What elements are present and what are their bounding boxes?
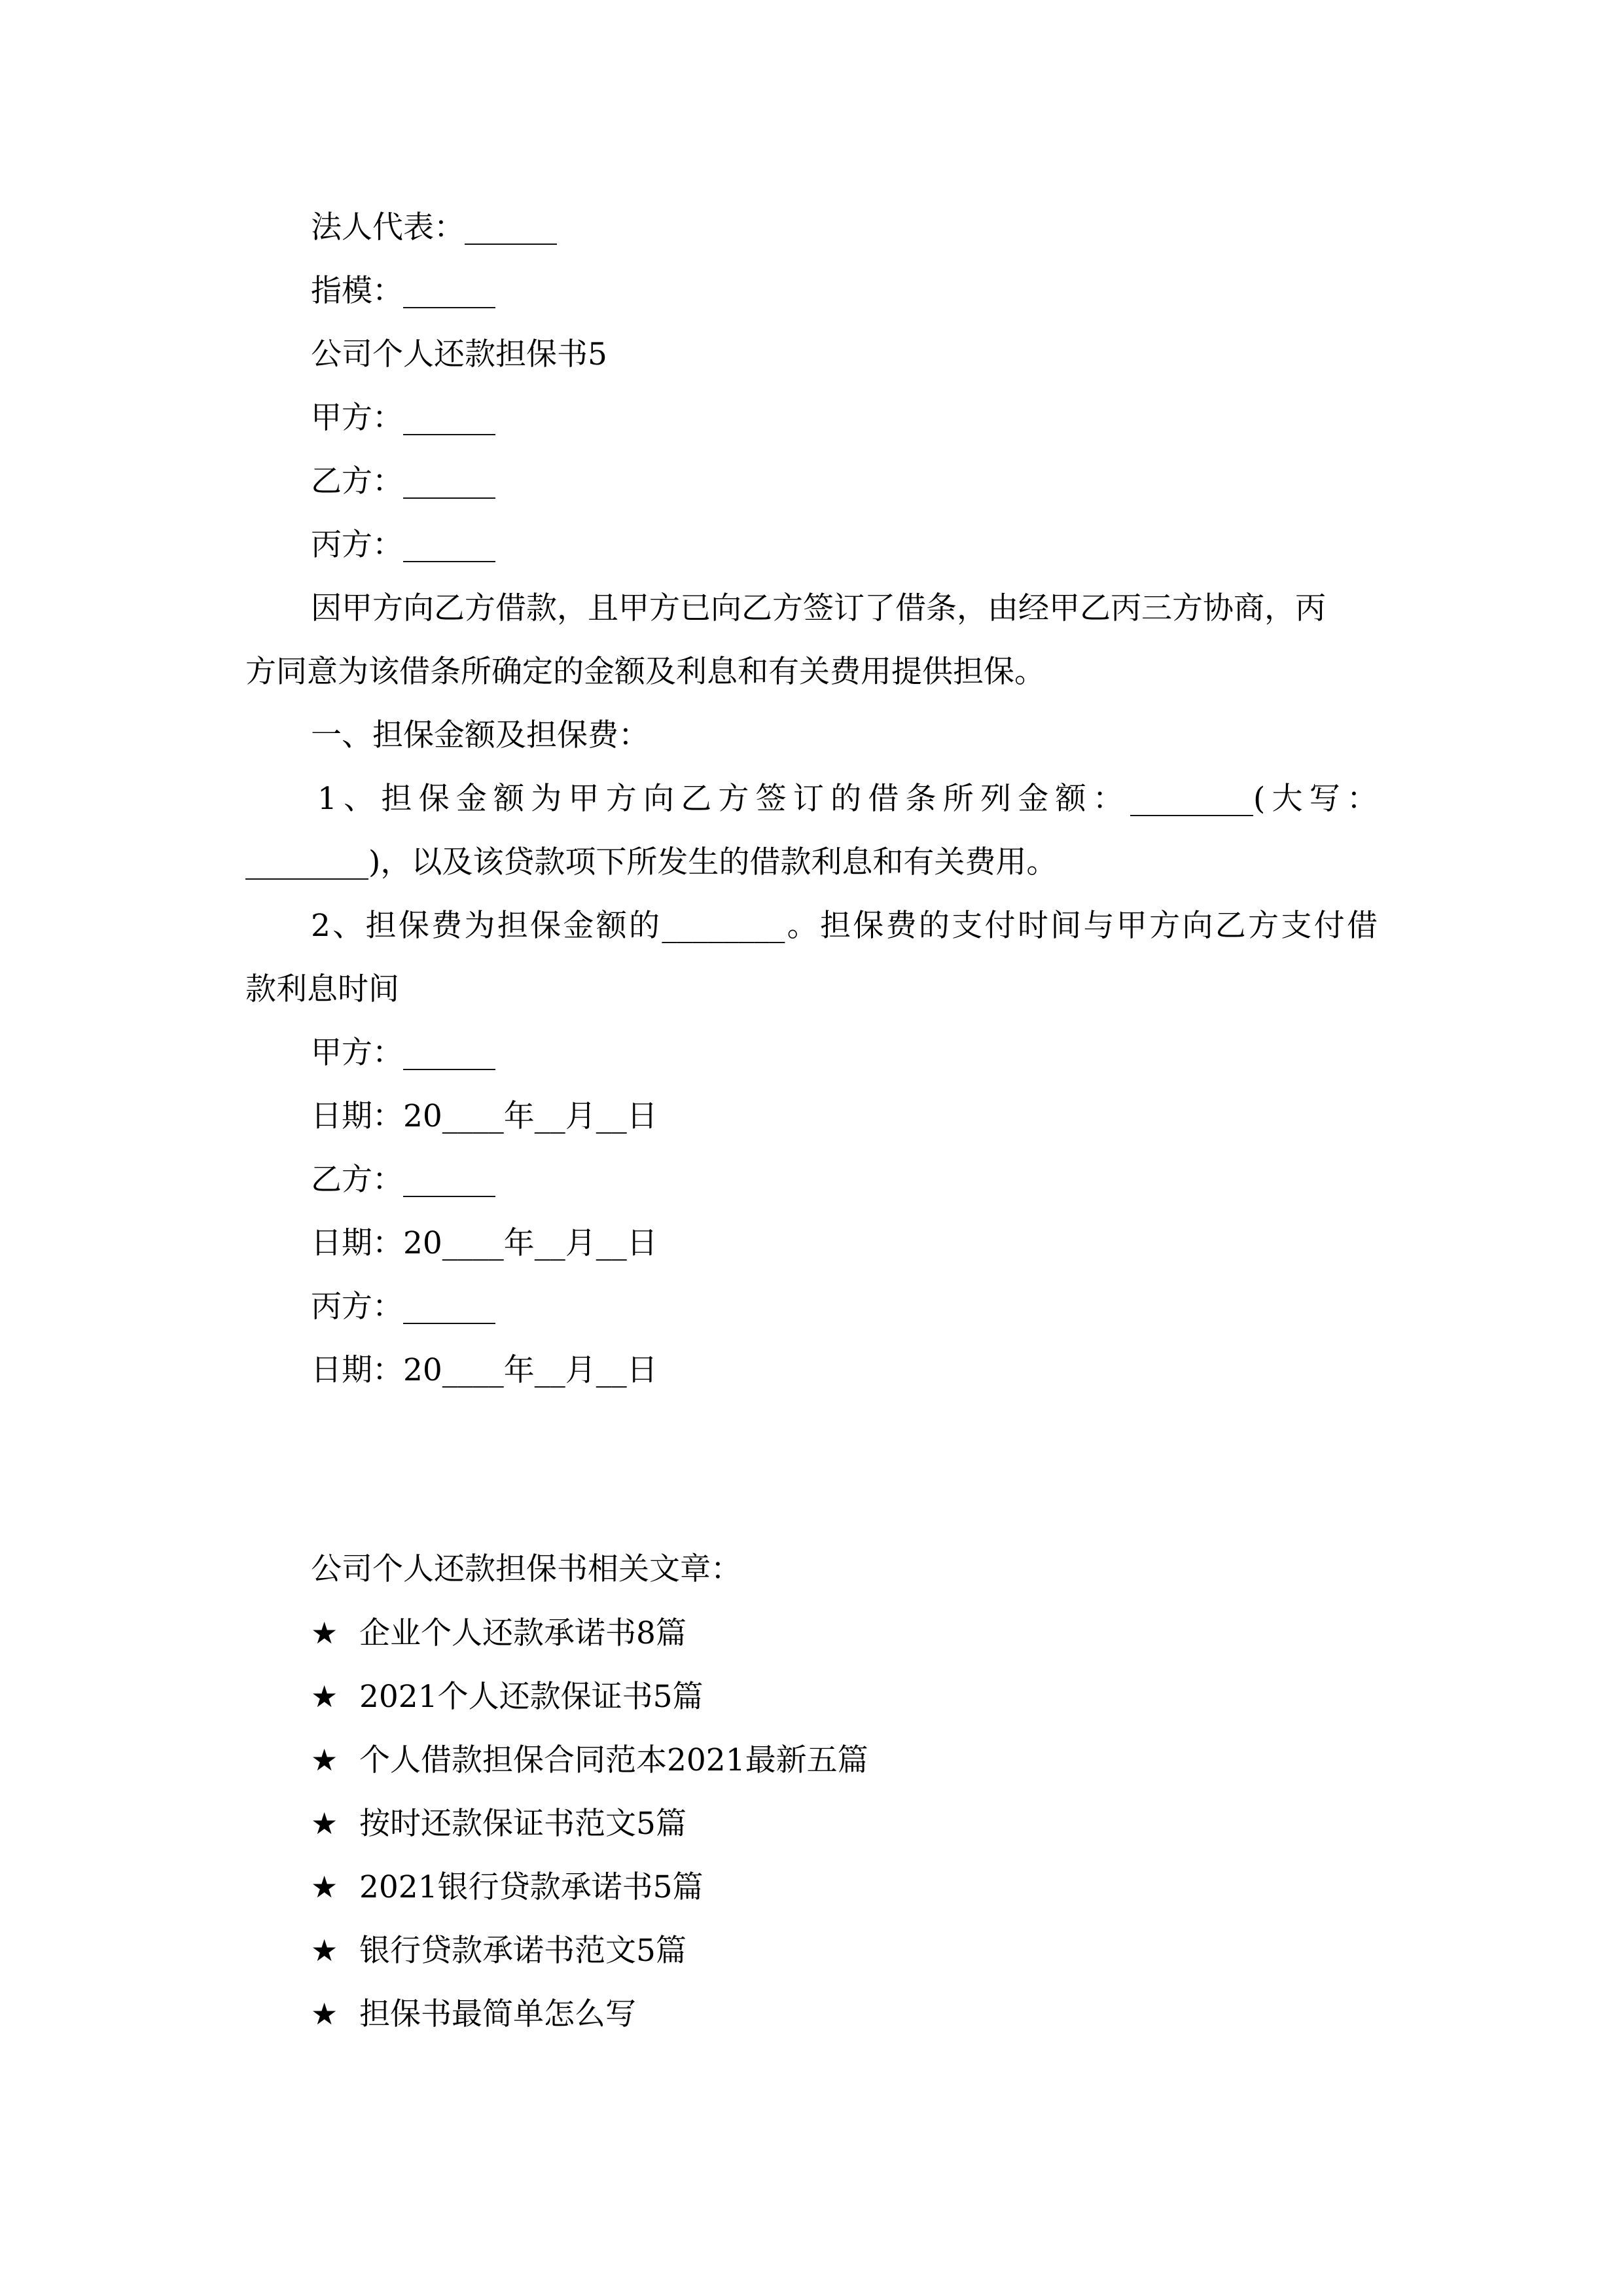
related-link-text[interactable]: 2021个人还款保证书5篇 (359, 1679, 704, 1715)
signature-party-a: 甲方：______ (311, 1035, 495, 1071)
intro-paragraph-line-1: 因甲方向乙方借款，且甲方已向乙方签订了借条，由经甲乙丙三方协商，丙 (311, 590, 1326, 626)
signature-date-a: 日期：20____年__月__日 (311, 1098, 658, 1134)
related-link-text[interactable]: 企业个人还款承诺书8篇 (359, 1615, 687, 1651)
related-link-item[interactable] (311, 1867, 704, 1907)
party-b-line: 乙方：______ (311, 463, 495, 499)
related-link-text[interactable]: 按时还款保证书范文5篇 (359, 1806, 687, 1842)
related-link-item[interactable] (311, 1931, 687, 1971)
signature-party-b: 乙方：______ (311, 1162, 495, 1198)
signature-party-c: 丙方：______ (311, 1289, 495, 1325)
heading-guarantee-amount: 一、担保金额及担保费： (311, 717, 649, 753)
related-link-item[interactable] (311, 1804, 687, 1844)
item1-line-1: 1、担保金额为甲方向乙方签订的借条所列金额：________(大写： (317, 781, 1378, 817)
star-icon: ★ (311, 1742, 338, 1778)
signature-date-c: 日期：20____年__月__日 (311, 1352, 658, 1388)
related-link-item[interactable] (311, 1677, 704, 1717)
related-link-item[interactable] (311, 1740, 868, 1780)
star-icon: ★ (311, 1806, 338, 1841)
intro-paragraph-line-2: 方同意为该借条所确定的金额及利息和有关费用提供担保。 (245, 654, 1045, 690)
related-link-text[interactable]: 担保书最简单怎么写 (359, 1996, 636, 2032)
related-link-item[interactable] (311, 1613, 687, 1653)
section-title: 公司个人还款担保书5 (311, 336, 607, 372)
star-icon: ★ (311, 1933, 338, 1968)
related-link-item[interactable] (311, 1994, 636, 2034)
related-link-text[interactable]: 银行贷款承诺书范文5篇 (359, 1933, 687, 1969)
related-articles-title: 公司个人还款担保书相关文章： (311, 1551, 741, 1587)
item2-line-2: 款利息时间 (245, 971, 399, 1007)
fingerprint-line: 指模：______ (311, 273, 495, 309)
star-icon: ★ (311, 1679, 338, 1714)
star-icon: ★ (311, 1996, 338, 2032)
party-a-line: 甲方：______ (311, 400, 495, 436)
item2-line-1: 2、担保费为担保金额的________。担保费的支付时间与甲方向乙方支付借 (311, 908, 1378, 944)
star-icon: ★ (311, 1869, 338, 1905)
related-link-text[interactable]: 个人借款担保合同范本2021最新五篇 (359, 1742, 868, 1778)
party-c-line: 丙方：______ (311, 527, 495, 563)
item1-line-2: ________)，以及该贷款项下所发生的借款利息和有关费用。 (245, 844, 1058, 880)
star-icon: ★ (311, 1615, 338, 1651)
legal-representative-line: 法人代表：______ (311, 209, 557, 245)
signature-date-b: 日期：20____年__月__日 (311, 1225, 658, 1261)
related-link-text[interactable]: 2021银行贷款承诺书5篇 (359, 1869, 704, 1905)
